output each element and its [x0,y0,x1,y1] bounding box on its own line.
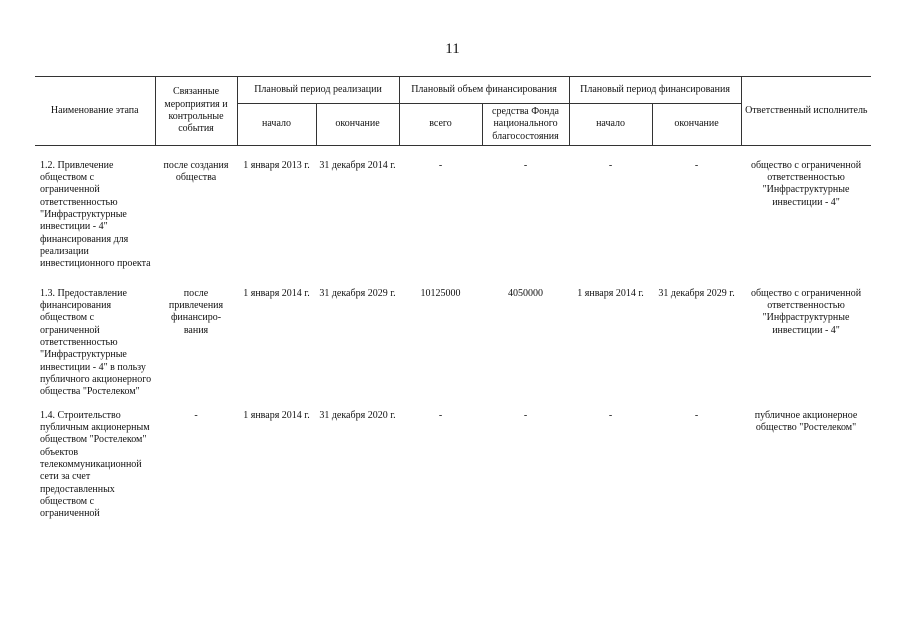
fund-cell: 4050000 [508,287,544,299]
responsible-cell: общество с ограниченной ответственностью "Инфраструктурные инвестиции - 4" [750,287,862,336]
table-row [35,288,871,410]
start-cell: 1 января 2014 г. [243,287,310,299]
total-cell: - [438,159,443,171]
stage-cell: 1.4. Строительство публичным акционерным обществом "Ростелеком" объектов телекоммуникационной сети за счет предоставленных обществом с ограниченной [40,409,150,520]
header-stage: Наименование этапа [35,77,155,146]
end-cell: 31 декабря 2029 г. [319,287,396,299]
header-end: окончание [316,104,399,146]
start-cell: 1 января 2014 г. [243,409,310,421]
funding-end-cell: 31 декабря 2029 г. [658,287,735,299]
header-funding-volume: Плановый объем финансирования [399,77,569,104]
responsible-cell: общество с ограниченной ответственностью "Инфраструктурные инвестиции - 4" [750,159,862,208]
table-row [35,410,871,530]
table-header [35,77,871,146]
related-cell: после создания общества [163,159,229,184]
page-number: 11 [445,41,460,57]
total-cell: - [438,409,443,421]
header-responsible: Ответственный исполнитель [741,77,871,146]
header-funding-end: окончание [652,104,741,146]
end-cell: 31 декабря 2014 г. [319,159,396,171]
stage-cell: 1.2. Привлечение обществом с ограниченной ответственностью "Инфраструктурные инвестиции - 4" финансирования для реализации инвестиционного проекта [40,159,151,270]
header-total: всего [399,104,482,146]
funding-end-cell: - [694,409,699,421]
fund-cell: - [523,409,528,421]
header-funding-start: начало [569,104,652,146]
end-cell: 31 декабря 2020 г. [319,409,396,421]
funding-start-cell: - [608,159,613,171]
header-funding-period: Плановый период финансирования [569,77,741,104]
responsible-cell: публичное акционерное общество "Ростелеком" [754,409,858,434]
funding-start-cell: - [608,409,613,421]
header-fund: средства Фонда национального благосостояния [482,104,569,146]
funding-start-cell: 1 января 2014 г. [577,287,644,299]
header-planned-period: Плановый период реализации [237,77,399,104]
fund-cell: - [523,159,528,171]
header-related: Связанные мероприятия и контрольные события [155,77,237,146]
start-cell: 1 января 2013 г. [243,159,310,171]
header-start: начало [237,104,316,146]
table-spacer [35,145,871,160]
table-body [35,145,871,530]
related-cell: после привлечения финансиро- вания [168,287,224,336]
total-cell: 10125000 [420,287,461,299]
table-row [35,160,871,288]
funding-end-cell: - [694,159,699,171]
related-cell: - [194,409,198,421]
stage-cell: 1.3. Предоставление финансирования обществом с ограниченной ответственностью "Инфраструктурные инвестиции - 4" в пользу публичного акционерного общества "Ростелеком" [40,287,152,398]
plan-table [35,76,871,530]
